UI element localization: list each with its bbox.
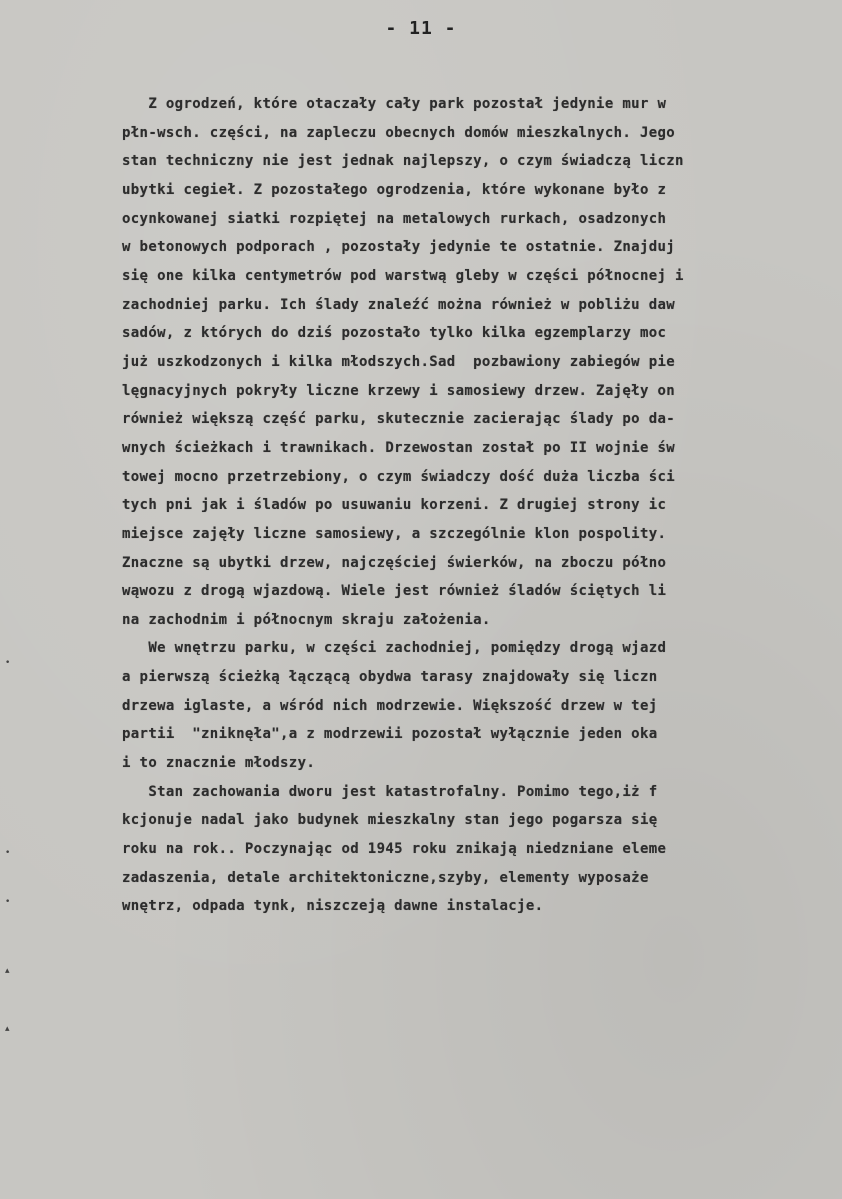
text-line: sadów, z których do dziś pozostało tylko kilka egzemplarzy moc — [122, 325, 667, 342]
text-line: w betonowych podporach , pozostały jedynie te ostatnie. Znajduj — [122, 239, 676, 256]
text-line: miejsce zajęły liczne samosiewy, a szczególnie klon pospolity. — [122, 525, 667, 542]
margin-triangle: ▴ — [5, 966, 10, 976]
text-line: na zachodnim i północnym skraju założenia. — [122, 611, 491, 628]
text-line: Stan zachowania dworu jest katastrofalny. Pomimo tego,iż f — [122, 783, 658, 800]
text-line: ubytki cegieł. Z pozostałego ogrodzenia, które wykonane było z — [122, 181, 667, 198]
text-line: wnych ścieżkach i trawnikach. Drzewostan został po II wojnie św — [122, 439, 676, 456]
margin-dot: • — [5, 897, 11, 907]
text-line: wnętrz, odpada tynk, niszczeją dawne instalacje. — [122, 898, 544, 915]
text-line: kcjonuje nadal jako budynek mieszkalny stan jego pogarsza się — [122, 812, 658, 829]
text-line: i to znacznie młodszy. — [122, 755, 316, 772]
text-line: stan techniczny nie jest jednak najlepszy, o czym świadczą liczn — [122, 153, 684, 170]
text-line: zachodniej parku. Ich ślady znaleźć można również w pobliżu daw — [122, 296, 676, 313]
text-line: ocynkowanej siatki rozpiętej na metalowych rurkach, osadzonych — [122, 210, 667, 227]
text-line: tych pni jak i śladów po usuwaniu korzeni. Z drugiej strony ic — [122, 497, 667, 514]
text-line: We wnętrzu parku, w części zachodniej, pomiędzy drogą wjazd — [122, 640, 667, 657]
text-line: Znaczne są ubytki drzew, najczęściej świerków, na zboczu półno — [122, 554, 667, 571]
text-line: lęgnacyjnych pokryły liczne krzewy i samosiewy drzew. Zajęły on — [122, 382, 676, 399]
margin-dot: • — [5, 848, 11, 858]
margin-triangle: ▴ — [5, 1024, 10, 1034]
page-number: - 11 - — [385, 18, 457, 39]
text-line: roku na rok.. Poczynając od 1945 roku znikają niedzniane eleme — [122, 841, 667, 858]
text-line: już uszkodzonych i kilka młodszych.Sad pozbawiony zabiegów pie — [122, 353, 676, 370]
text-line: Z ogrodzeń, które otaczały cały park pozostał jedynie mur w — [122, 96, 667, 112]
typewritten-body — [122, 90, 822, 921]
text-line: zadaszenia, detale architektoniczne,szyby, elementy wyposaże — [122, 869, 649, 886]
text-line: się one kilka centymetrów pod warstwą gleby w części północnej i — [122, 267, 684, 284]
text-line: również większą część parku, skutecznie zacierając ślady po da- — [122, 411, 676, 428]
text-line: płn-wsch. części, na zapleczu obecnych domów mieszkalnych. Jego — [122, 124, 676, 141]
text-line: drzewa iglaste, a wśród nich modrzewie. Większość drzew w tej — [122, 697, 658, 714]
text-line: towej mocno przetrzebiony, o czym świadczy dość duża liczba ści — [122, 468, 676, 485]
margin-dot: • — [5, 658, 11, 668]
text-line: a pierwszą ścieżką łączącą obydwa tarasy znajdowały się liczn — [122, 669, 658, 686]
text-line: partii "zniknęła",a z modrzewii pozostał wyłącznie jeden oka — [122, 726, 658, 743]
text-line: wąwozu z drogą wjazdową. Wiele jest również śladów ściętych li — [122, 583, 667, 600]
